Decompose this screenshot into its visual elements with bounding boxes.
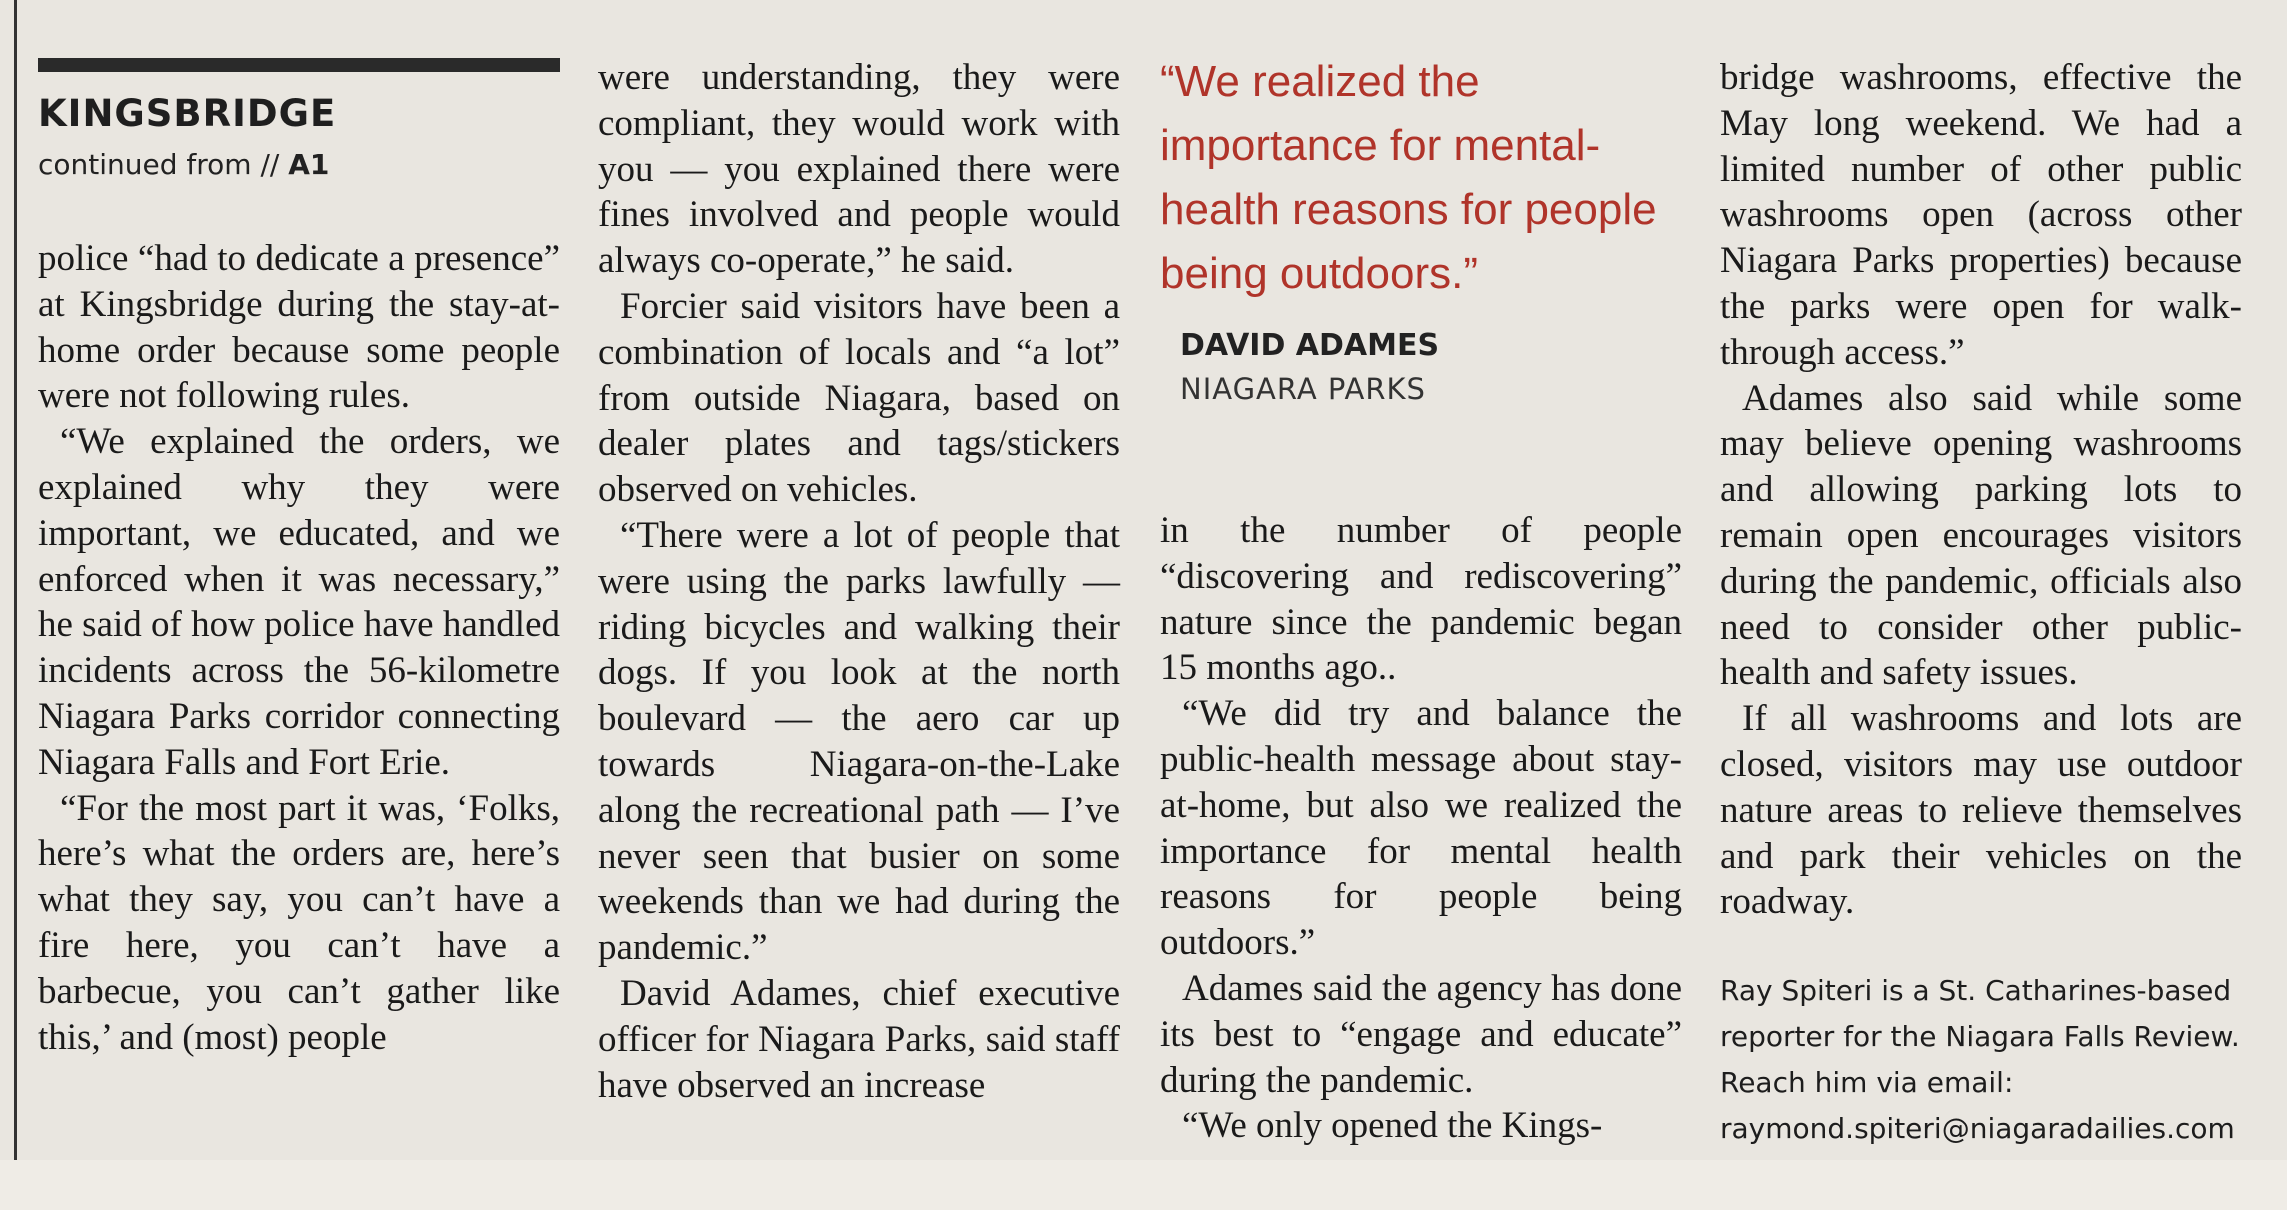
paragraph: in the number of people “discovering and rediscovering” nature since the pandemic began 15 months ago.. [1160, 510, 1682, 689]
continued-page-ref: A1 [288, 148, 330, 181]
article-column-1 [38, 236, 560, 1060]
continued-from-line [38, 148, 560, 181]
paragraph: Forcier said visitors have been a combination of locals and “a lot” from outside Niagara, based on dealer plates and tags/stickers observed on vehicles. [598, 285, 1120, 511]
article-column-4 [1720, 55, 2242, 925]
paragraph: “We did try and balance the public-health message about stay-at-home, but also we realized the importance for mental health reasons for people being outdoors.” [1160, 693, 1682, 964]
page-bottom-margin [0, 1160, 2287, 1210]
paragraph: “For the most part it was, ‘Folks, here’s what the orders are, here’s what they say, you can’t have a fire here, you can’t have a barbecue, you can’t gather like this,’ and (most) people [38, 787, 560, 1058]
pull-quote-attribution-org: NIAGARA PARKS [1180, 372, 1426, 406]
article-column-2 [598, 55, 1120, 1108]
continued-prefix: continued from // [38, 148, 289, 181]
paragraph: “There were a lot of people that were using the parks lawfully — riding bicycles and walking their dogs. If you look at the north boulevard — the aero car up towards Niagara-on-the-Lake along the recreational path — I’ve never seen that busier on some weekends than we had during the pandemic.” [598, 514, 1120, 969]
paragraph: police “had to dedicate a presence” at Kingsbridge during the stay-at-home order because some people were not following rules. [38, 238, 560, 417]
paragraph: bridge washrooms, effective the May long weekend. We had a limited number of other public washrooms open (across other Niagara Parks properties) because the parks were open for walk-through access.” [1720, 57, 2242, 373]
paragraph: David Adames, chief executive officer for Niagara Parks, said staff have observed an increase [598, 972, 1120, 1106]
section-kicker: KINGSBRIDGE [38, 92, 337, 135]
paragraph: “We explained the orders, we explained why they were important, we educated, and we enforced when it was necessary,” he said of how police have handled incidents across the 56-kilometre Niagara Parks corridor connecting Niagara Falls and Fort Erie. [38, 421, 560, 783]
paragraph: “We only opened the Kings- [1182, 1105, 1603, 1147]
pull-quote: “We realized the importance for mental-health reasons for people being outdoors.” [1160, 57, 1657, 298]
author-byline: Ray Spiteri is a St. Catharines-based reporter for the Niagara Falls Review. Reach him via email: raymond.spiteri@niagaradailies.com [1720, 974, 2240, 1145]
paragraph: If all washrooms and lots are closed, visitors may use outdoor nature areas to relieve themselves and park their vehicles on the roadway. [1720, 698, 2242, 923]
pull-quote-attribution-name: DAVID ADAMES [1180, 328, 1440, 363]
paragraph: Adames said the agency has done its best to “engage and educate” during the pandemic. [1160, 967, 1682, 1101]
paragraph: were understanding, they were compliant, they would work with you — you explained there were fines involved and people would always co-operate,” he said. [598, 57, 1120, 282]
page-left-rule [14, 0, 17, 1160]
paragraph: Adames also said while some may believe opening washrooms and allowing parking lots to remain open encourages visitors during the pandemic, officials also need to consider other public-health and safety issues. [1720, 377, 2242, 694]
article-column-3 [1160, 508, 1682, 1149]
section-header-bar [38, 58, 560, 72]
